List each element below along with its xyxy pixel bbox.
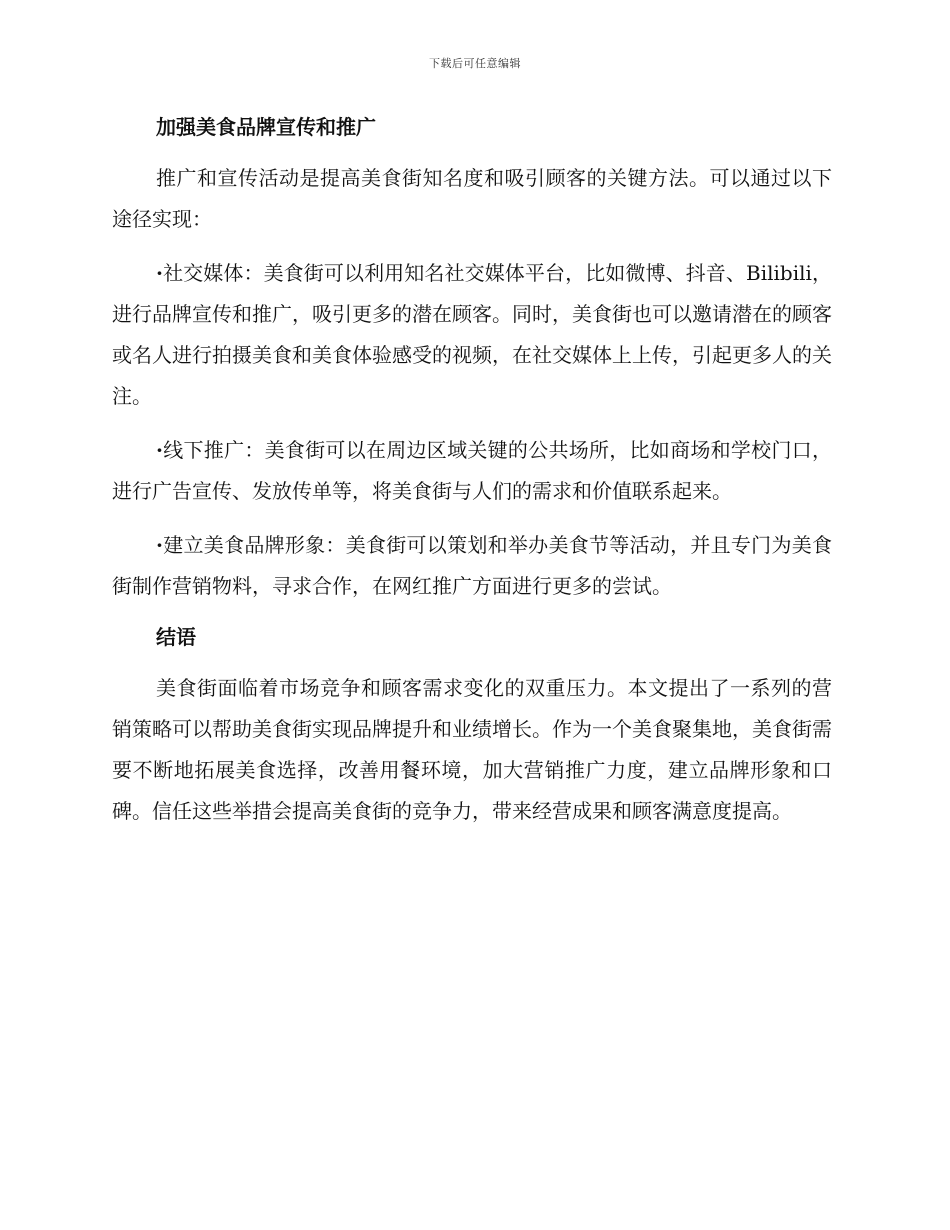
bullet-item-text: 建立美食品牌形象：美食街可以策划和举办美食节等活动，并且专门为美食街制作营销物料，寻求合作，在网红推广方面进行更多的尝试。 <box>112 533 832 598</box>
header-note: 下载后可任意编辑 <box>429 57 521 70</box>
bullet-item-text: 线下推广：美食街可以在周边区域关键的公共场所，比如商场和学校门口，进行广告宣传、发放传单等，将美食街与人们的需求和价值联系起来。 <box>112 438 832 503</box>
section-heading-conclusion: 结语 <box>156 625 196 649</box>
bullet-dot: · <box>156 438 163 462</box>
bullet-item-offline-promotion <box>112 430 832 512</box>
promotion-intro-paragraph: 推广和宣传活动是提高美食街知名度和吸引顾客的关键方法。可以通过以下途径实现： <box>112 166 832 231</box>
document-body <box>112 110 832 845</box>
section-heading-promotion: 加强美食品牌宣传和推广 <box>156 115 376 139</box>
bullet-item-text: 社交媒体：美食街可以利用知名社交媒体平台，比如微博、抖音、Bilibili，进行品牌宣传和推广，吸引更多的潜在顾客。同时，美食街也可以邀请潜在的顾客或名人进行拍摄美食和美食体验感受的视频，在社交媒体上上传，引起更多人的关注。 <box>112 261 832 408</box>
bullet-item-social-media <box>112 253 832 417</box>
bullet-dot: · <box>156 261 163 285</box>
conclusion-paragraph: 美食街面临着市场竞争和顾客需求变化的双重压力。本文提出了一系列的营销策略可以帮助美食街实现品牌提升和业绩增长。作为一个美食聚集地，美食街需要不断地拓展美食选择，改善用餐环境，加大营销推广力度，建立品牌形象和口碑。信任这些举措会提高美食街的竞争力，带来经营成果和顾客满意度提高。 <box>112 676 832 823</box>
bullet-dot: · <box>156 533 163 557</box>
bullet-item-brand-image <box>112 525 832 607</box>
